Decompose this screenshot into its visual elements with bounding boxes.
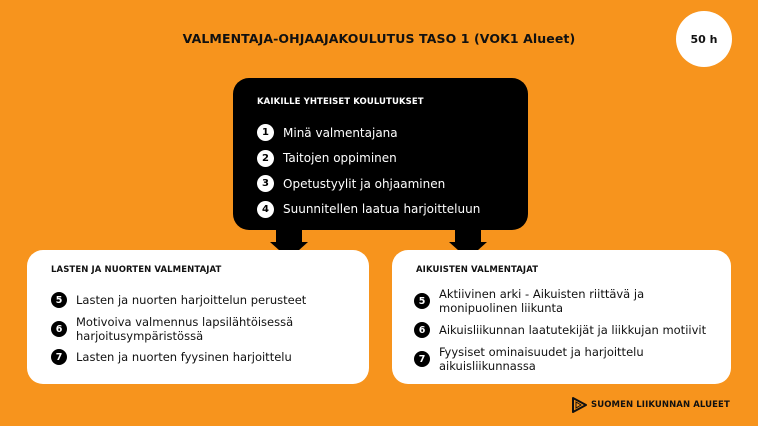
list-item: [257, 171, 480, 197]
list-item: [51, 315, 338, 343]
list-item: [414, 287, 709, 315]
adult-coaches-heading: AIKUISTEN VALMENTAJAT: [416, 265, 539, 275]
play-triangle-icon: [571, 397, 587, 413]
list-item-label: Suunnitellen laatua harjoitteluun: [283, 202, 481, 217]
list-item-label: Motivoiva valmennus lapsilähtöisessä harjoitusympäristössä: [76, 315, 294, 343]
number-badge: 2: [257, 150, 274, 167]
logo-text: SUOMEN LIIKUNNAN ALUEET: [591, 400, 730, 410]
list-item-label: Lasten ja nuorten fyysinen harjoittelu: [76, 350, 292, 364]
number-badge: 6: [51, 321, 67, 337]
page-title: VALMENTAJA-OHJAAJAKOULUTUS TASO 1 (VOK1 Alueet): [182, 31, 576, 46]
number-badge: 1: [257, 124, 274, 141]
list-item-label: Aikuisliikunnan laatutekijät ja liikkujan motiivit: [439, 323, 707, 337]
number-badge: 3: [257, 175, 274, 192]
youth-coaches-heading: LASTEN JA NUORTEN VALMENTAJAT: [51, 265, 222, 275]
number-badge: 7: [51, 349, 67, 365]
adult-coaches-box: [392, 250, 731, 384]
organization-logo: [571, 397, 730, 413]
list-item-label: Minä valmentajana: [283, 125, 398, 140]
number-badge: 6: [414, 322, 430, 338]
list-item-label: Aktiivinen arki - Aikuisten riittävä ja monipuolinen liikunta: [439, 287, 645, 315]
list-item: [257, 146, 480, 172]
list-item-label: Taitojen oppiminen: [283, 151, 397, 166]
youth-coaches-box: [27, 250, 369, 384]
list-item: [414, 322, 729, 338]
list-item: [414, 345, 679, 373]
list-item: [51, 292, 346, 308]
list-item: [51, 349, 346, 365]
common-courses-heading: KAIKILLE YHTEISET KOULUTUKSET: [257, 97, 424, 107]
list-item-label: Lasten ja nuorten harjoittelun perusteet: [76, 293, 307, 307]
list-item-label: Fyysiset ominaisuudet ja harjoittelu aikuisliikunnassa: [439, 345, 644, 373]
list-item: [257, 120, 480, 146]
hours-badge: 50 h: [676, 11, 732, 67]
common-courses-box: [233, 78, 528, 230]
list-item: [257, 197, 480, 223]
number-badge: 7: [414, 351, 430, 367]
number-badge: 4: [257, 201, 274, 218]
number-badge: 5: [414, 293, 430, 309]
number-badge: 5: [51, 292, 67, 308]
list-item-label: Opetustyylit ja ohjaaminen: [283, 176, 446, 191]
